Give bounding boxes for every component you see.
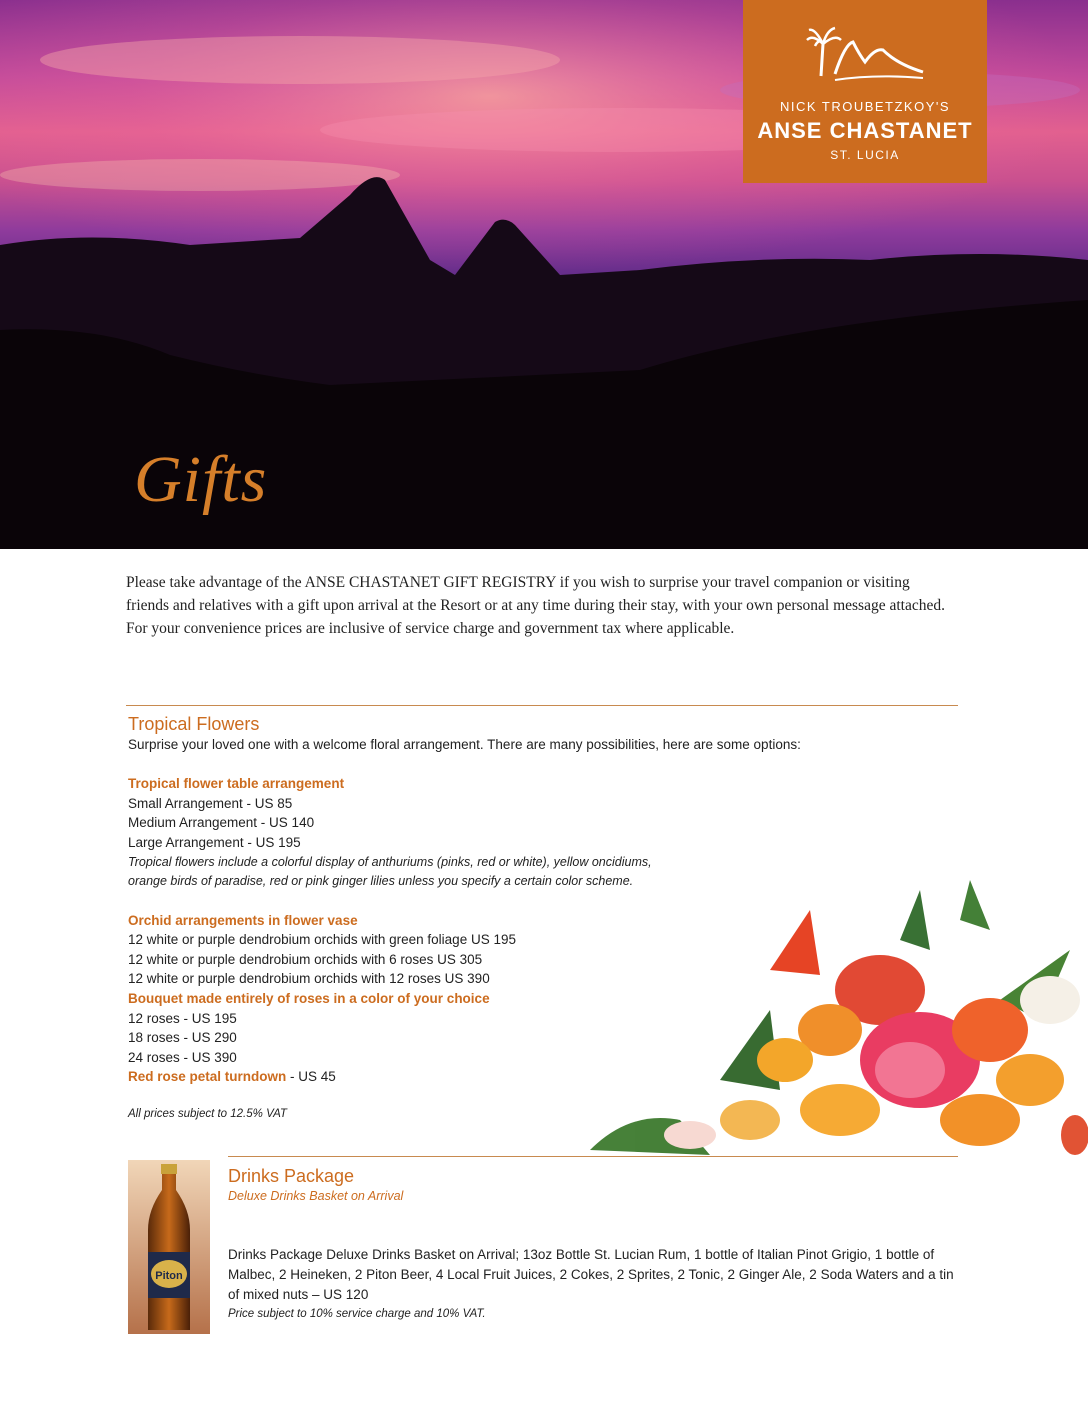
roses-heading: Bouquet made entirely of roses in a color of your choice: [128, 991, 490, 1006]
list-item: 18 roses - US 290: [128, 1030, 237, 1045]
table-arrangement-heading: Tropical flower table arrangement: [128, 776, 345, 791]
logo-location: ST. LUCIA: [830, 148, 900, 162]
intro-paragraph: Please take advantage of the ANSE CHASTANET GIFT REGISTRY if you wish to surprise your travel companion or visiting friends and relatives with a gift upon arrival at the Resort or at any time during their stay, with your own personal message attached. For your convenience prices are inclusive of service charge and government tax where applicable.: [126, 574, 945, 637]
drinks-package-description: Drinks Package Deluxe Drinks Basket on Arrival; 13oz Bottle St. Lucian Rum, 1 bottle of Italian Pinot Grigio, 1 bottle of Malbec, 2 Heineken, 2 Piton Beer, 4 Local Fruit Juices, 2 Cokes, 2 Sprites, 2 Tonic, 2 Ginger Ale, 2 Soda Waters and a tin of mixed nuts – US 120: [228, 1247, 954, 1302]
list-item: 12 roses - US 195: [128, 1011, 237, 1026]
list-item: 12 white or purple dendrobium orchids with 6 roses US 305: [128, 952, 483, 967]
drinks-package-title: Drinks Package: [228, 1166, 355, 1186]
list-item: Large Arrangement - US 195: [128, 835, 301, 850]
tropical-flowers-title: Tropical Flowers: [128, 714, 260, 734]
bottle-label-text: Piton: [155, 1270, 183, 1282]
tropical-flowers-subtitle: Surprise your loved one with a welcome floral arrangement. There are many possibilities, here are some options:: [128, 737, 801, 752]
page-title: Gifts: [134, 443, 268, 516]
section-divider: [126, 705, 958, 706]
vat-note: All prices subject to 12.5% VAT: [128, 1108, 287, 1120]
list-item: 12 white or purple dendrobium orchids with green foliage US 195: [128, 932, 516, 947]
list-item: 12 white or purple dendrobium orchids with 12 roses US 390: [128, 971, 490, 986]
flower-note: orange birds of paradise, red or pink ginger lilies unless you specify a certain color scheme.: [128, 874, 634, 888]
petal-turndown-price: - US 45: [286, 1069, 336, 1084]
palm-mountain-icon: [805, 24, 925, 84]
drinks-price-note: Price subject to 10% service charge and 10% VAT.: [228, 1308, 486, 1320]
list-item: Medium Arrangement - US 140: [128, 815, 315, 830]
section-divider: [228, 1156, 958, 1157]
list-item: 24 roses - US 390: [128, 1050, 237, 1065]
orchid-heading: Orchid arrangements in flower vase: [128, 913, 358, 928]
drinks-package-subtitle: Deluxe Drinks Basket on Arrival: [228, 1189, 404, 1203]
logo-name: ANSE CHASTANET: [757, 118, 973, 143]
flower-note: Tropical flowers include a colorful display of anthuriums (pinks, red or white), yellow oncidiums,: [128, 855, 652, 869]
logo-owner: NICK TROUBETZKOY'S: [779, 99, 951, 114]
resort-logo: [743, 0, 987, 183]
flower-bouquet-image: [570, 880, 1088, 1160]
petal-turndown: [128, 1069, 336, 1084]
list-item: Small Arrangement - US 85: [128, 796, 293, 811]
petal-turndown-label: Red rose petal turndown: [128, 1069, 287, 1084]
piton-beer-bottle-image: [128, 1160, 210, 1334]
